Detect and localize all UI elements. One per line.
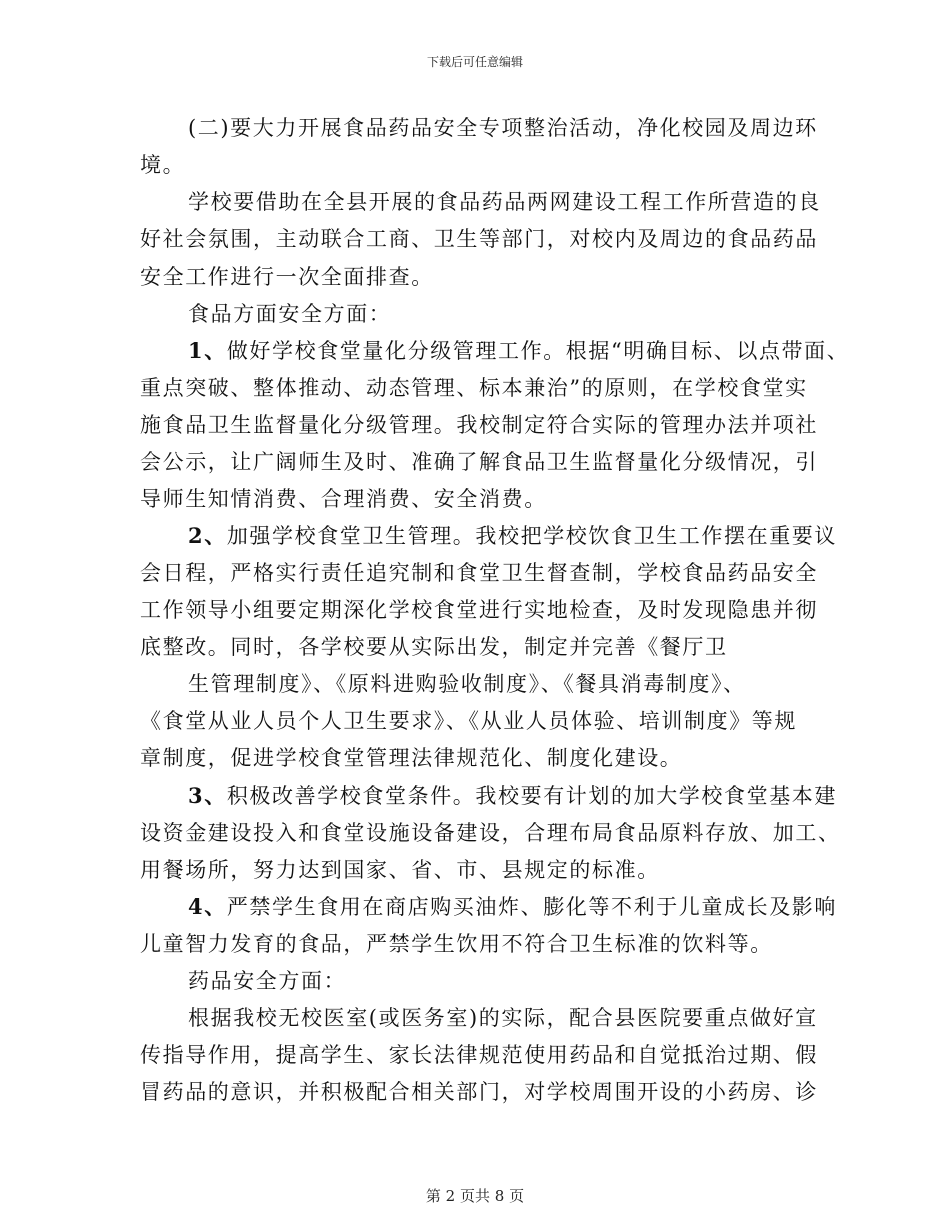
text-line: 药品安全方面：: [188, 969, 347, 993]
item-number: 1、: [188, 338, 227, 363]
text-line: 根据我校无校医室(或医务室)的实际，配合县医院要重点做好宣: [188, 1006, 818, 1030]
text-line: 好社会氛围，主动联合工商、卫生等部门，对校内及周边的食品药品: [140, 227, 818, 251]
item-text: 严禁学生食用在商店购买油炸、膨化等不利于儿童成长及影响: [226, 895, 838, 919]
page-header: 下载后可任意编辑: [426, 55, 523, 69]
text-line: 会日程，严格实行责任追究制和食堂卫生督查制，学校食品药品安全: [140, 561, 818, 585]
list-item-3: [188, 783, 837, 809]
item-number: 2、: [188, 523, 227, 548]
item-text: 积极改善学校食堂条件。我校要有计划的加大学校食堂基本建: [226, 784, 838, 808]
page-footer: 第 2 页共 8 页: [425, 1187, 525, 1205]
text-line: 工作领导小组要定期深化学校食堂进行实地检查，及时发现隐患并彻: [140, 598, 818, 622]
text-line: 食品方面安全方面：: [188, 302, 392, 326]
text-line: (二)要大力开展食品药品安全专项整治活动，净化校园及周边环: [188, 116, 818, 140]
text-line: 学校要借助在全县开展的食品药品两网建设工程工作所营造的良: [188, 190, 821, 214]
item-number: 4、: [188, 894, 227, 919]
text-line: 冒药品的意识，并积极配合相关部门，对学校周围开设的小药房、诊: [140, 1080, 818, 1104]
item-text: 加强学校食堂卫生管理。我校把学校饮食卫生工作摆在重要议: [226, 524, 838, 548]
text-line: 施食品卫生监督量化分级管理。我校制定符合实际的管理办法并项社: [140, 413, 818, 437]
item-number: 3、: [188, 783, 227, 808]
list-item-1: [188, 338, 849, 364]
text-line: 传指导作用，提高学生、家长法律规范使用药品和自觉抵治过期、假: [140, 1043, 818, 1067]
list-item-2: [188, 523, 837, 549]
text-line: 境。: [140, 153, 186, 177]
item-text: 做好学校食堂量化分级管理工作。根据“明确目标、以点带面、: [226, 339, 850, 363]
text-line: 儿童智力发育的食品，严禁学生饮用不符合卫生标准的饮料等。: [140, 932, 773, 956]
text-line: 生管理制度》、《原料进购验收制度》、《餐具消毒制度》、: [188, 672, 746, 696]
text-line: 底整改。同时，各学校要从实际出发，制定并完善《餐厅卫: [140, 635, 728, 659]
text-line: 用餐场所，努力达到国家、省、市、县规定的标准。: [140, 858, 660, 882]
text-line: 章制度，促进学校食堂管理法律规范化、制度化建设。: [140, 746, 683, 770]
text-line: 安全工作进行一次全面排查。: [140, 265, 434, 289]
text-line: 会公示，让广阔师生及时、准确了解食品卫生监督量化分级情况，引: [140, 450, 818, 474]
text-line: 重点突破、整体推动、动态管理、标本兼治”的原则，在学校食堂实: [140, 376, 808, 400]
text-line: 导师生知情消费、合理消费、安全消费。: [140, 487, 547, 511]
text-line: 设资金建设投入和食堂设施设备建设，合理布局食品原料存放、加工、: [140, 821, 841, 845]
list-item-4: [188, 894, 837, 920]
text-line: 《食堂从业人员个人卫生要求》、《从业人员体验、培训制度》等规: [140, 709, 797, 733]
